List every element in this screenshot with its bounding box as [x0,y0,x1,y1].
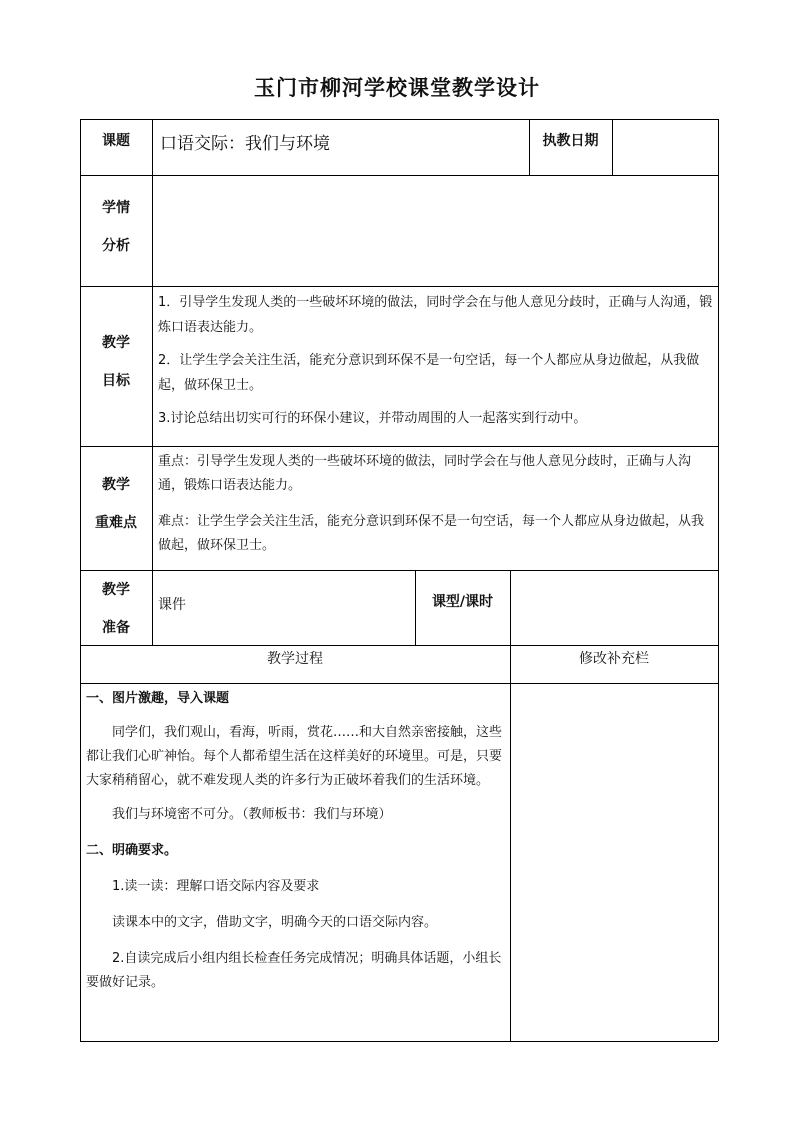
rule [718,119,719,1041]
goals-label-line1: 教学 [102,335,130,351]
key-points-label [80,466,152,542]
rule [152,119,153,645]
paragraph: 我们与环境密不可分。（教师板书：我们与环境） [112,807,392,822]
key-point: 重点：引导学生发现人类的一些破坏环境的做法，同时学会在与他人意见分歧时，正确与人沟通，锻炼口语表达能力。 [158,454,692,493]
rule [80,1041,718,1042]
key-points-label-line1: 教学 [102,477,130,493]
rule [80,175,718,176]
page-title: 玉门市柳河学校课堂教学设计 [254,75,540,100]
paragraph: 2.自读完成后小组内组长检查任务完成情况；明确具体话题，小组长要做好记录。 [86,951,502,990]
goal-item: 3.讨论总结出切实可行的环保小建议，并带动周围的人一起落实到行动中。 [158,411,587,426]
prep-label [80,571,152,647]
section-heading: 二、明确要求。 [86,843,178,858]
rule [612,119,613,175]
goals-label-line2: 目标 [102,373,130,389]
goal-item: 1．引导学生发现人类的一些破坏环境的做法，同时学会在与他人意见分歧时，正确与人沟通，锻炼口语表达能力。 [158,295,713,335]
analysis-label-line1: 学情 [102,200,130,216]
paragraph: 1.读一读：理解口语交际内容及要求 [112,879,320,894]
rule [80,286,718,287]
lesson-type-label: 课型/课时 [431,594,494,610]
rule [510,570,511,1041]
analysis-label [80,189,152,265]
paragraph: 同学们，我们观山，看海，听雨，赏花……和大自然亲密接触，这些都让我们心旷神怡。每个人都希望生活在这样美好的环境里。可是，只要大家稍稍留心，就不难发现人类的许多行为正破坏着我们的生活环境。 [86,725,503,788]
rule [80,119,718,120]
difficult-point: 难点：让学生学会关注生活，能充分意识到环保不是一句空话，每一个人都应从身边做起，从我做起，做环保卫士。 [158,514,705,553]
key-points-label-line2: 重难点 [95,515,137,531]
key-points-content [158,450,714,566]
analysis-label-line2: 分析 [102,238,130,254]
topic-label: 课题 [102,133,130,149]
rule [80,683,718,684]
goal-item: 2．让学生学会关注生活，能充分意识到环保不是一句空话，每一个人都应从身边做起，从我做起，做环保卫士。 [158,353,700,393]
process-content [86,687,504,1003]
topic-value: 口语交际：我们与环境 [160,134,330,154]
prep-label-line1: 教学 [102,582,130,598]
revision-header: 修改补充栏 [579,651,649,667]
goals-content [158,290,714,439]
date-label: 执教日期 [542,133,599,149]
rule [80,645,718,646]
section-heading: 一、图片激趣，导入课题 [86,691,230,706]
prep-value: 课件 [158,597,186,613]
goals-label [80,324,152,400]
paragraph: 读课本中的文字，借助文字，明确今天的口语交际内容。 [112,915,438,930]
process-header: 教学过程 [267,651,323,667]
prep-label-line2: 准备 [102,620,130,636]
rule [80,570,718,571]
rule [80,446,718,447]
